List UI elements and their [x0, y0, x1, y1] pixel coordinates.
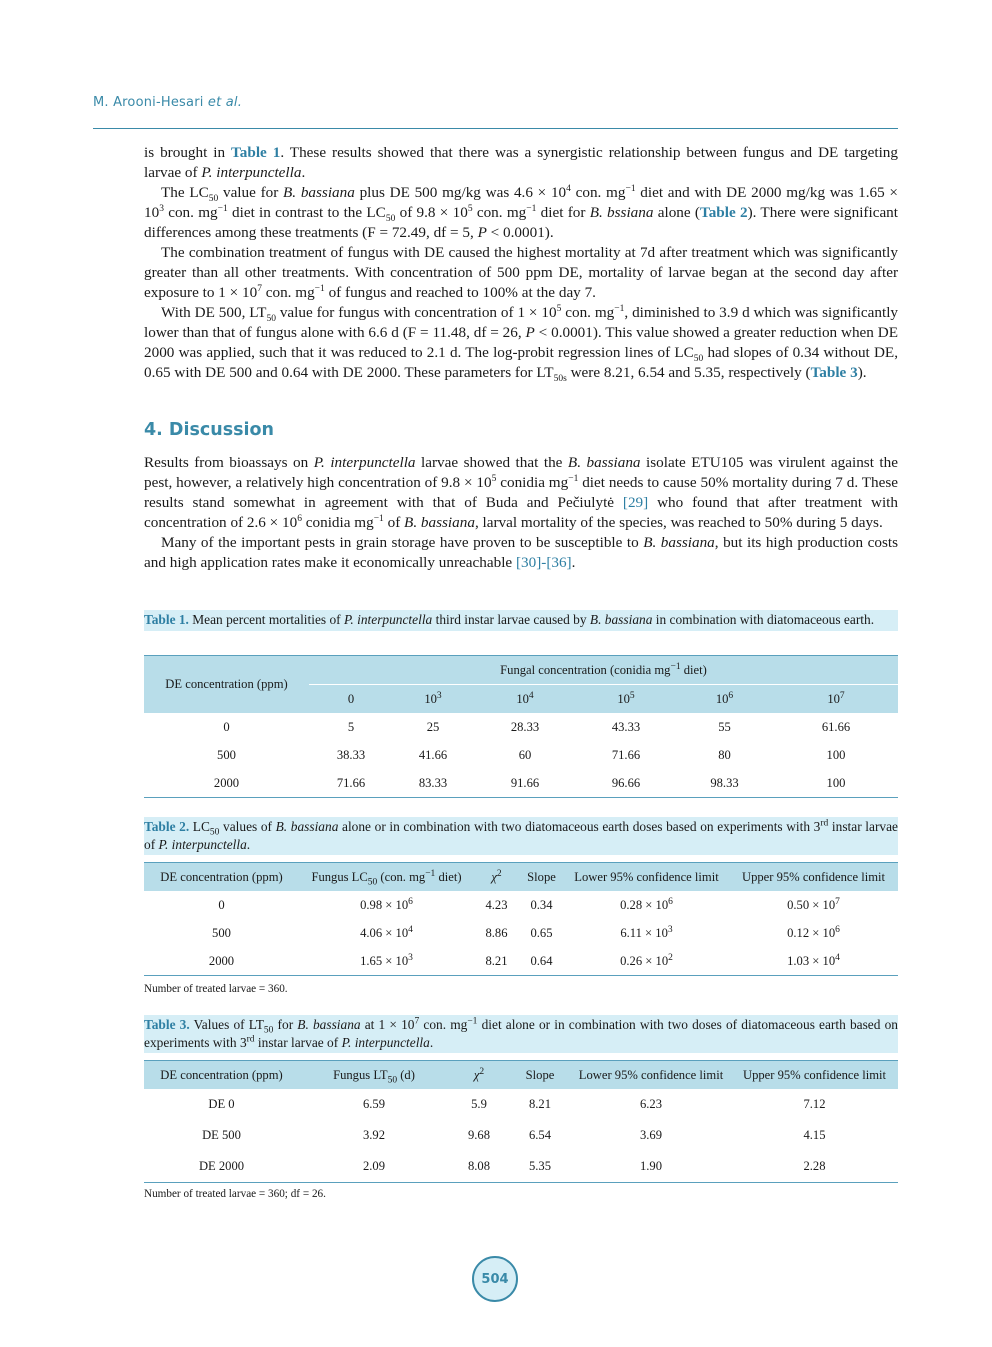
paragraph: Many of the important pests in grain storage have proven to be susceptible to B. bassiana, but its high production costs and high application rates make it economically unreachable [30]-[36].	[144, 534, 898, 571]
column-header: $\chi^2$	[449, 1061, 509, 1090]
column-header: DE concentration (ppm)	[144, 863, 299, 892]
table-row: 2000 $1.65 \times 10^3$ 8.21 0.64 $0.26 \times 10^2$ $1.03 \times 10^4$	[208, 952, 840, 968]
column-header: $10^5$	[577, 685, 675, 714]
column-header: Slope	[519, 863, 564, 892]
table-row: DE 0 6.59 5.9 8.21 6.23 7.12	[208, 1097, 826, 1111]
paragraph: Results from bioassays on P. interpunctella larvae showed that the B. bassiana isolate ETU105 was virulent against the pest, however, a relatively high concentration of $9.8 \times 10^5$ conidia $mg^{-1}$ diet needs to cause 50% mortality during 7 d. These results stand somewhat in agreement with that of Buda and Pečiulytė [29] who found that after treatment with concentration of $2.6 \times 10^6$ conidia $mg^{-1}$ of B. bassiana, larval mortality of the species, was reached to 50% during 5 days.	[144, 454, 898, 531]
row-header: DE concentration (ppm)	[144, 656, 309, 714]
et-al: et al.	[207, 95, 243, 110]
discussion-text	[144, 453, 898, 573]
paragraph: The $LC_{50}$ value for B. bassiana plus DE 500 mg/kg was $4.6 \times 10^4$ con. $mg^{-1}$ diet and with DE 2000 mg/kg was $1.65 \times 10^3$ con. $mg^{-1}$ diet in contrast to the $LC_{50}$ of $9.8 \times 10^5$ con. $mg^{-1}$ diet for B. bssiana alone (Table 2). There were significant differences among these treatments (F = 72.49, df = 5, P < 0.0001).	[144, 183, 898, 241]
header-rule	[93, 128, 898, 129]
column-header: $10^7$	[774, 685, 898, 714]
column-header: 0	[309, 685, 393, 714]
column-header: Slope	[509, 1061, 571, 1090]
page-number: 504	[472, 1256, 518, 1302]
paragraph: is brought in Table 1. These results showed that there was a synergistic relationship between fungus and DE targeting larvae of P. interpunctella.	[144, 144, 898, 181]
column-header: Fungus $LC_{50}$ (con. $mg^{-1}$ diet)	[299, 863, 474, 892]
column-header: Lower 95% confidence limit	[571, 1061, 731, 1090]
column-header: Upper 95% confidence limit	[729, 863, 898, 892]
table-row: 0 $0.98 \times 10^6$ 4.23 0.34 $0.28 \times 10^6$ $0.50 \times 10^7$	[218, 896, 840, 912]
table-1-caption: Table 1. Mean percent mortalities of P. interpunctella third instar larvae caused by B. bassiana in combination with diatomaceous earth.	[144, 610, 898, 631]
authors: M. Arooni-Hesari	[93, 95, 204, 110]
table-row: DE 500 3.92 9.68 6.54 3.69 4.15	[202, 1128, 826, 1142]
results-text	[144, 143, 898, 383]
table-1-link[interactable]: Table 1	[231, 144, 281, 161]
column-header: $10^6$	[675, 685, 774, 714]
table-3-link[interactable]: Table 3	[810, 364, 858, 381]
column-header: $10^3$	[393, 685, 473, 714]
citation-link[interactable]: [30]-[36]	[515, 554, 572, 571]
table-2-caption: Table 2. $LC_{50}$ values of B. bassiana alone or in combination with two diatomaceous earth doses based on experiments with 3rd instar larvae of P. interpunctella.	[144, 817, 898, 855]
table-2	[144, 862, 898, 976]
column-header: $\chi^2$	[474, 863, 519, 892]
table-row: 2000 71.66 83.33 91.66 96.66 98.33 100	[213, 775, 846, 790]
running-head	[93, 95, 242, 110]
table-row: 500 38.33 41.66 60 71.66 80 100	[217, 747, 846, 762]
paragraph: The combination treatment of fungus with DE caused the highest mortality at 7d after treatment which was significantly greater than all other treatments. With concentration of 500 ppm DE, mortality of larvae began at the second day after exposure to $1 \times 10^7$ con. $mg^{-1}$ of fungus and reached to 100% at the day 7.	[144, 244, 898, 301]
table-row: 0 5 25 28.33 43.33 55 61.66	[223, 719, 851, 734]
table-row: 500 $4.06 \times 10^4$ 8.86 0.65 $6.11 \times 10^3$ $0.12 \times 10^6$	[212, 924, 840, 940]
table-3-note: Number of treated larvae = 360; df = 26.	[144, 1188, 326, 1200]
table-1	[144, 655, 898, 798]
section-title: 4. Discussion	[144, 420, 275, 440]
column-header: Fungus $LT_{50}$ (d)	[299, 1061, 449, 1090]
table-2-link[interactable]: Table 2	[699, 204, 748, 221]
column-header: DE concentration (ppm)	[144, 1061, 299, 1090]
table-3	[144, 1060, 898, 1183]
table-3-caption: Table 3. Values of $LT_{50}$ for B. bassiana at $1 \times 10^7$ con. $mg^{-1}$ diet alone or in combination with two doses of diatomaceous earth based on experiments with 3rd instar larvae of P. interpunctella.	[144, 1015, 898, 1053]
column-header: Lower 95% confidence limit	[564, 863, 729, 892]
column-header: $10^4$	[473, 685, 577, 714]
column-header: Upper 95% confidence limit	[731, 1061, 898, 1090]
paragraph: With DE 500, $LT_{50}$ value for fungus with concentration of $1 \times 10^5$ con. $mg^{-1}$, diminished to 3.9 d which was significantly lower than that of fungus alone with 6.6 d (F = 11.48, df = 26, P < 0.0001). This value showed a greater reduction when DE 2000 was applied, such that it was reduced to 2.1 d. The log-probit regression lines of $LC_{50}$ had slopes of 0.34 without DE, 0.65 with DE 500 and 0.64 with DE 2000. These parameters for $LT_{50s}$ were 8.21, 6.54 and 5.35, respectively (Table 3).	[144, 303, 899, 385]
group-header: Fungal concentration (conidia $mg^{-1}$ diet)	[309, 656, 898, 685]
table-2-note: Number of treated larvae = 360.	[144, 983, 288, 995]
citation-link[interactable]: [29]	[622, 494, 649, 511]
table-row: DE 2000 2.09 8.08 5.35 1.90 2.28	[198, 1158, 826, 1173]
